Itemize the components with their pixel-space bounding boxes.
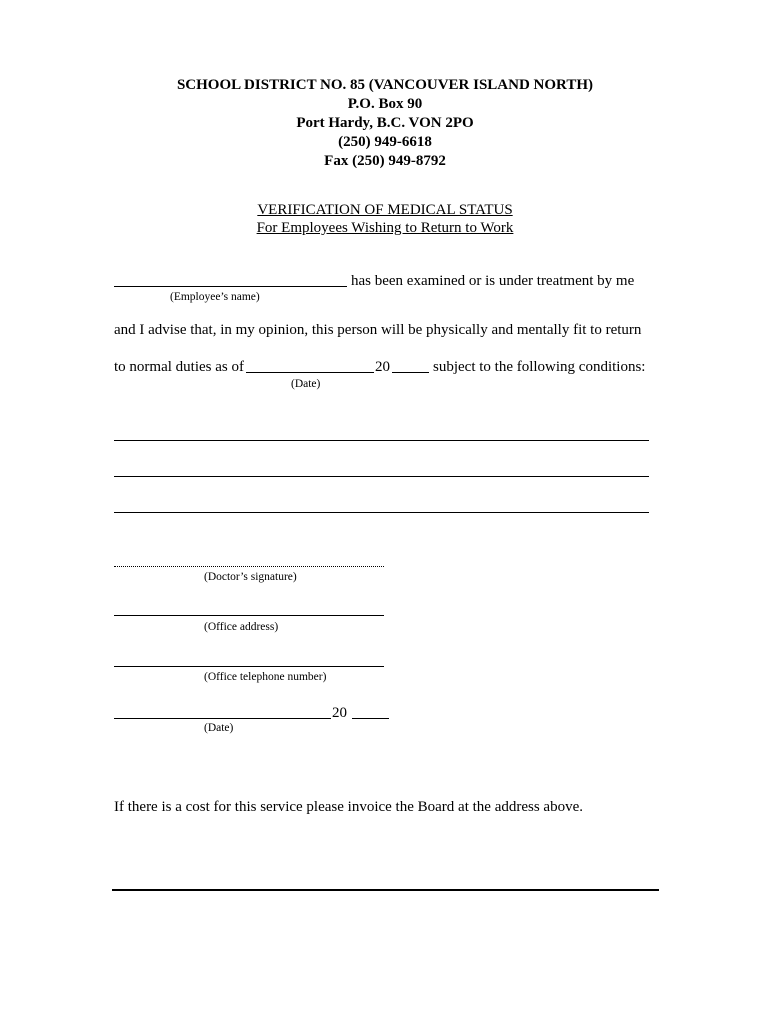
office-phone-label: (Office telephone number) bbox=[204, 671, 327, 683]
statement-return-prefix: to normal duties as of bbox=[114, 359, 244, 375]
form-title-text: VERIFICATION OF MEDICAL STATUS bbox=[257, 202, 513, 218]
office-address-line[interactable] bbox=[114, 615, 384, 616]
statement-return-suffix: subject to the following conditions: bbox=[433, 359, 646, 375]
fax-number: Fax (250) 949-8792 bbox=[324, 153, 446, 169]
bottom-rule bbox=[112, 889, 659, 891]
form-title bbox=[0, 201, 770, 219]
phone-number: (250) 949-6618 bbox=[338, 134, 432, 150]
return-year-prefix: 20 bbox=[375, 359, 390, 375]
district-name: SCHOOL DISTRICT NO. 85 (VANCOUVER ISLAND NORTH) bbox=[176, 77, 594, 93]
invoice-note: If there is a cost for this service please invoice the Board at the address above. bbox=[114, 799, 583, 815]
signature-date-label: (Date) bbox=[204, 722, 234, 734]
doctor-signature-label: (Doctor’s signature) bbox=[204, 571, 297, 583]
city-address: Port Hardy, B.C. VON 2PO bbox=[296, 115, 474, 131]
signature-year-prefix: 20 bbox=[332, 705, 347, 721]
condition-line-2[interactable] bbox=[114, 476, 649, 477]
condition-line-3[interactable] bbox=[114, 512, 649, 513]
employee-name-label: (Employee’s name) bbox=[170, 291, 260, 303]
statement-examined: has been examined or is under treatment by me bbox=[351, 273, 635, 289]
po-box: P.O. Box 90 bbox=[347, 96, 423, 112]
office-address-label: (Office address) bbox=[204, 621, 279, 633]
statement-advise: and I advise that, in my opinion, this person will be physically and mentally fit to return bbox=[114, 322, 642, 338]
return-date-line[interactable] bbox=[246, 372, 374, 373]
return-date-label: (Date) bbox=[291, 378, 321, 390]
form-subtitle-text: For Employees Wishing to Return to Work bbox=[256, 220, 514, 236]
form-subtitle bbox=[0, 219, 770, 237]
signature-date-line[interactable] bbox=[114, 718, 331, 719]
office-phone-line[interactable] bbox=[114, 666, 384, 667]
doctor-signature-line[interactable] bbox=[114, 566, 384, 567]
return-year-line[interactable] bbox=[392, 372, 429, 373]
condition-line-1[interactable] bbox=[114, 440, 649, 441]
employee-name-line[interactable] bbox=[114, 286, 347, 287]
signature-year-line[interactable] bbox=[352, 718, 389, 719]
